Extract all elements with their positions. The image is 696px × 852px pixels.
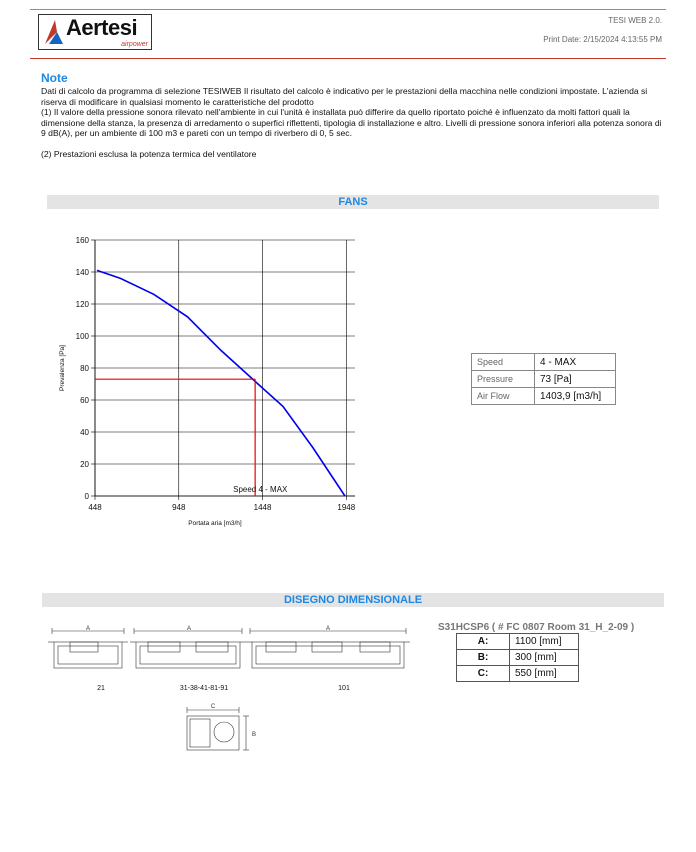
model-label: 101	[338, 685, 350, 692]
dim-label-c: C	[210, 704, 216, 710]
table-row	[457, 634, 579, 650]
spec-label: Speed	[472, 354, 535, 371]
header-bottom-rule	[30, 58, 666, 59]
dimensional-drawings	[44, 624, 419, 754]
header-top-rule	[30, 9, 666, 10]
y-tick-label: 120	[75, 300, 89, 309]
table-row	[457, 666, 579, 682]
fan-curve-chart	[55, 228, 365, 530]
unit-drawing-21	[48, 628, 128, 668]
spec-value: 1403,9 [m3/h]	[535, 388, 616, 405]
dim-value: 1100 [mm]	[510, 634, 579, 650]
chart-x-axis-label: Portata aria [m3/h]	[188, 520, 242, 527]
fan-spec-table	[471, 353, 616, 405]
dim-label-a: A	[186, 626, 192, 632]
chart-grid	[95, 240, 355, 496]
y-tick-label: 160	[75, 236, 89, 245]
note-paragraph	[41, 139, 666, 150]
fans-section-title: FANS	[47, 195, 659, 209]
chart-annotation: Speed 4 - MAX	[233, 485, 288, 494]
logo-sub-text: airpower	[121, 41, 148, 48]
dim-key: A:	[457, 634, 510, 650]
dim-value: 300 [mm]	[510, 650, 579, 666]
y-tick-label: 20	[80, 460, 89, 469]
unit-drawing-101	[246, 628, 410, 668]
spec-value: 4 - MAX	[535, 354, 616, 371]
y-tick-label: 40	[80, 428, 89, 437]
spec-label: Pressure	[472, 371, 535, 388]
x-tick-label: 448	[88, 503, 102, 512]
dimension-section-title: DISEGNO DIMENSIONALE	[42, 593, 664, 607]
y-tick-label: 140	[75, 268, 89, 277]
note-paragraph: (2) Prestazioni esclusa la potenza termica del ventilatore	[41, 149, 257, 159]
x-tick-label: 1448	[253, 503, 272, 512]
y-tick-label: 80	[80, 364, 89, 373]
logo-mark-icon	[43, 18, 65, 46]
y-tick-label: 60	[80, 396, 89, 405]
print-date: Print Date: 2/15/2024 4:13:55 PM	[543, 35, 662, 44]
aertesi-logo	[38, 14, 152, 50]
model-label: 31-38-41-81-91	[179, 685, 229, 692]
table-row	[472, 388, 616, 405]
dim-key: C:	[457, 666, 510, 682]
chart-operating-point	[95, 379, 255, 496]
table-row	[457, 650, 579, 666]
note-paragraph: Dati di calcolo da programma di selezione TESIWEB Il risultato del calcolo è indicativo per le prestazioni della macchina nelle condizioni impostate. L'azienda si riserva di modificare in qualsiasi momento le caratteristiche del prodotto	[41, 86, 648, 107]
dim-label-b: B	[252, 732, 257, 738]
table-row	[472, 371, 616, 388]
unit-model-title: S31HCSP6 ( # FC 0807 Room 31_H_2-09 )	[438, 622, 635, 633]
spec-value: 73 [Pa]	[535, 371, 616, 388]
chart-y-axis-label: Prevalenza [Pa]	[59, 345, 66, 391]
dim-label-a: A	[325, 626, 331, 632]
dim-label-a: A	[85, 626, 91, 632]
dim-value: 550 [mm]	[510, 666, 579, 682]
unit-side-view	[187, 707, 249, 750]
note-title: Note	[41, 71, 68, 85]
model-label: 21	[97, 685, 105, 692]
app-version: TESI WEB 2.0.	[608, 16, 662, 25]
note-paragraph: (1) Il valore della pressione sonora rilevato nell'ambiente in cui l'unità è installata può differire da quello riportato poiché è influenzato da molti fattori quali la dimensione della stanza, la presenza di arredamento o superfici riflettenti, tipologia di installazione e altro. Livelli di pressione sonora inferiori alla potenza sonora di 9 dB(A), per un ambiente di 100 m3 e pareti con un tempo di riverbero di 0, 5 sec.	[41, 107, 662, 138]
spec-label: Air Flow	[472, 388, 535, 405]
dimension-table	[456, 633, 579, 682]
y-tick-label: 0	[84, 492, 89, 501]
table-row	[472, 354, 616, 371]
dim-key: B:	[457, 650, 510, 666]
logo-brand-text: Aertesi	[66, 15, 138, 40]
y-tick-label: 100	[75, 332, 89, 341]
note-body	[41, 86, 666, 160]
x-tick-label: 1948	[337, 503, 356, 512]
x-tick-label: 948	[172, 503, 186, 512]
unit-drawing-31-91	[130, 628, 246, 668]
